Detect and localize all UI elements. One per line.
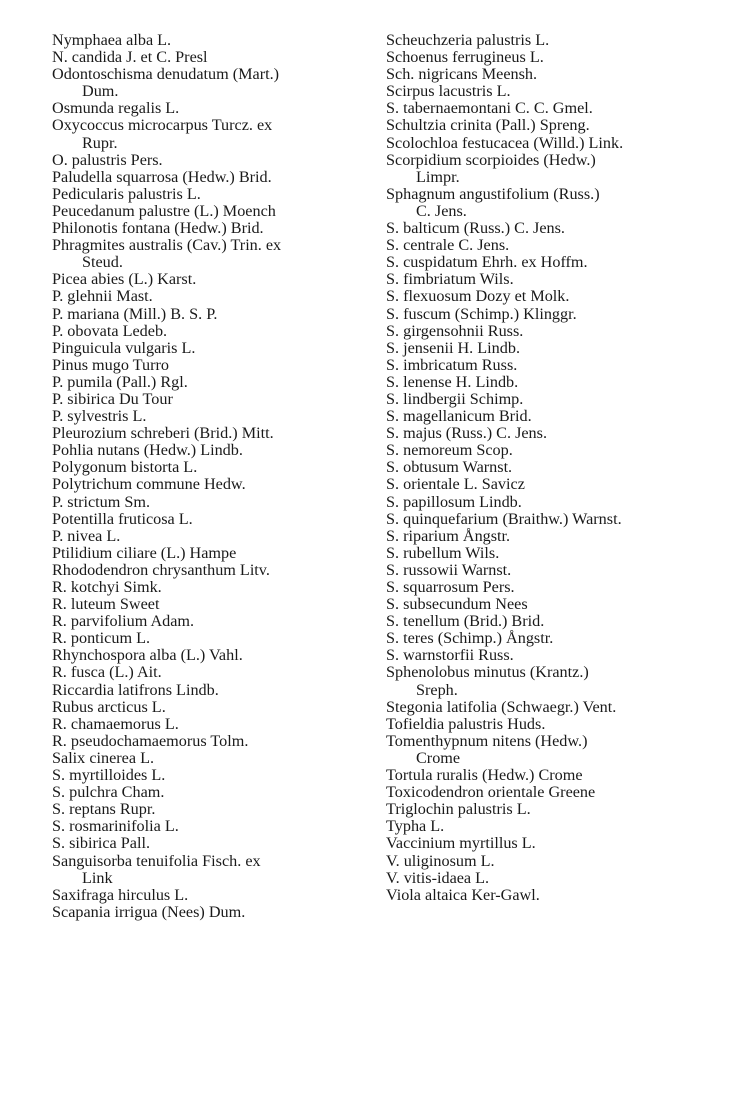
list-item [52, 664, 362, 681]
list-item [52, 904, 362, 921]
entry-text: Odontoschisma denudatum (Mart.) [52, 65, 280, 84]
list-item [52, 391, 362, 408]
list-item [52, 117, 362, 151]
entry-text: Triglochin palustris L. [386, 800, 531, 819]
list-item [386, 699, 696, 716]
list-item [386, 630, 696, 647]
entry-text: Sphagnum angustifolium (Russ.) [386, 184, 600, 203]
entry-text: Scolochloa festucacea (Willd.) Link. [386, 133, 624, 152]
list-item [52, 801, 362, 818]
list-item [386, 220, 696, 237]
entry-text: Rubus arcticus L. [52, 697, 166, 716]
entry-text: S. lenense H. Lindb. [386, 372, 519, 391]
entry-text: S. jensenii H. Lindb. [386, 338, 520, 357]
list-item [386, 100, 696, 117]
list-item [386, 66, 696, 83]
entry-text: P. obovata Ledeb. [52, 321, 168, 340]
entry-text: Schoenus ferrugineus L. [386, 48, 544, 67]
list-item [386, 835, 696, 852]
list-item [386, 664, 696, 698]
list-item [386, 237, 696, 254]
list-item [386, 306, 696, 323]
entry-text: S. tenellum (Brid.) Brid. [386, 612, 545, 631]
entry-text: Potentilla fruticosa L. [52, 509, 193, 528]
left-column [52, 32, 362, 921]
entry-text: S. magellanicum Brid. [386, 407, 532, 426]
list-item [52, 494, 362, 511]
entry-text: R. parvifolium Adam. [52, 612, 195, 631]
list-item [386, 323, 696, 340]
entry-text: S. fimbriatum Wils. [386, 270, 514, 289]
entry-text: S. warnstorfii Russ. [386, 646, 514, 665]
entry-text: Sanguisorba tenuifolia Fisch. ex [52, 851, 261, 870]
entry-text: S. nemoreum Scop. [386, 441, 513, 460]
entry-text: V. vitis-idaea L. [386, 868, 490, 887]
entry-text: S. obtusum Warnst. [386, 458, 513, 477]
list-item [52, 459, 362, 476]
entry-text: Stegonia latifolia (Schwaegr.) Vent. [386, 697, 617, 716]
entry-text: Scapania irrigua (Nees) Dum. [52, 902, 246, 921]
entry-text: S. centrale C. Jens. [386, 236, 510, 255]
list-item [52, 887, 362, 904]
list-item [386, 613, 696, 630]
list-item [386, 254, 696, 271]
list-item [386, 562, 696, 579]
list-item [386, 391, 696, 408]
list-item [52, 750, 362, 767]
list-item [386, 511, 696, 528]
entry-text: R. pseudochamaemorus Tolm. [52, 731, 249, 750]
entry-text: P. sibirica Du Tour [52, 389, 173, 408]
list-item [52, 425, 362, 442]
entry-text: P. mariana (Mill.) B. S. P. [52, 304, 218, 323]
list-item [386, 425, 696, 442]
entry-text: O. palustris Pers. [52, 150, 163, 169]
list-item [52, 288, 362, 305]
list-item [386, 340, 696, 357]
entry-text: Saxifraga hirculus L. [52, 885, 189, 904]
entry-continuation: Sreph. [416, 680, 458, 699]
entry-text: S. myrtilloides L. [52, 766, 166, 785]
list-item [52, 596, 362, 613]
list-item [52, 374, 362, 391]
entry-text: S. imbricatum Russ. [386, 355, 518, 374]
entry-text: S. tabernaemontani C. C. Gmel. [386, 99, 593, 118]
entry-text: S. reptans Rupr. [52, 800, 156, 819]
list-item [52, 562, 362, 579]
entry-text: Scorpidium scorpioides (Hedw.) [386, 150, 596, 169]
list-item [52, 630, 362, 647]
entry-text: Tortula ruralis (Hedw.) Crome [386, 766, 583, 785]
list-item [52, 818, 362, 835]
entry-text: S. flexuosum Dozy et Molk. [386, 287, 570, 306]
list-item [52, 49, 362, 66]
list-item [386, 801, 696, 818]
list-item [386, 408, 696, 425]
entry-text: S. balticum (Russ.) C. Jens. [386, 219, 565, 238]
list-item [386, 767, 696, 784]
entry-text: Picea abies (L.) Karst. [52, 270, 197, 289]
list-item [52, 169, 362, 186]
list-item [52, 340, 362, 357]
list-item [386, 117, 696, 134]
entry-text: V. uliginosum L. [386, 851, 495, 870]
entry-text: Ptilidium ciliare (L.) Hampe [52, 543, 237, 562]
list-item [52, 528, 362, 545]
list-item [386, 357, 696, 374]
entry-continuation: C. Jens. [416, 201, 467, 220]
list-item [52, 32, 362, 49]
list-item [52, 476, 362, 493]
entry-text: Osmunda regalis L. [52, 99, 180, 118]
entry-text: S. lindbergii Schimp. [386, 389, 524, 408]
entry-text: Salix cinerea L. [52, 748, 155, 767]
list-item [52, 647, 362, 664]
entry-text: R. luteum Sweet [52, 595, 160, 614]
list-item [386, 459, 696, 476]
entry-text: Pleurozium schreberi (Brid.) Mitt. [52, 424, 274, 443]
entry-text: S. sibirica Pall. [52, 834, 151, 853]
entry-text: S. girgensohnii Russ. [386, 321, 524, 340]
list-item [52, 511, 362, 528]
list-item [386, 784, 696, 801]
list-item [386, 716, 696, 733]
entry-text: Riccardia latifrons Lindb. [52, 680, 219, 699]
entry-text: P. nivea L. [52, 526, 121, 545]
list-item [386, 647, 696, 664]
entry-continuation: Link [82, 868, 113, 887]
entry-text: Typha L. [386, 817, 445, 836]
entry-text: Toxicodendron orientale Greene [386, 783, 596, 802]
entry-text: S. squarrosum Pers. [386, 578, 515, 596]
list-item [386, 476, 696, 493]
entry-text: S. subsecundum Nees [386, 595, 528, 614]
list-item [52, 545, 362, 562]
entry-text: Pinguicula vulgaris L. [52, 338, 196, 357]
list-item [386, 596, 696, 613]
entry-text: Schultzia crinita (Pall.) Spreng. [386, 116, 590, 135]
list-item [52, 579, 362, 596]
list-item [386, 288, 696, 305]
entry-text: S. pulchra Cham. [52, 783, 165, 802]
entry-text: R. fusca (L.) Ait. [52, 663, 162, 682]
list-item [386, 83, 696, 100]
entry-text: R. ponticum L. [52, 629, 151, 648]
list-item [386, 579, 696, 596]
entry-text: Pohlia nutans (Hedw.) Lindb. [52, 441, 243, 460]
entry-continuation: Crome [416, 748, 461, 767]
list-item [386, 853, 696, 870]
entry-text: S. rubellum Wils. [386, 543, 500, 562]
list-item [52, 152, 362, 169]
list-item [52, 442, 362, 459]
list-item [386, 733, 696, 767]
list-item [52, 682, 362, 699]
entry-text: Pedicularis palustris L. [52, 184, 201, 203]
list-item [52, 237, 362, 271]
entry-text: R. chamaemorus L. [52, 714, 179, 733]
entry-continuation: Steud. [82, 253, 123, 272]
entry-text: Sphenolobus minutus (Krantz.) [386, 663, 589, 682]
entry-text: P. glehnii Mast. [52, 287, 153, 306]
entry-text: Scheuchzeria palustris L. [386, 31, 550, 49]
list-item [386, 49, 696, 66]
list-item [386, 135, 696, 152]
list-item [386, 271, 696, 288]
list-item [52, 66, 362, 100]
list-item [52, 220, 362, 237]
entry-text: Scirpus lacustris L. [386, 82, 511, 101]
list-item [52, 306, 362, 323]
entry-text: S. teres (Schimp.) Ångstr. [386, 629, 554, 648]
list-item [386, 494, 696, 511]
list-item [386, 545, 696, 562]
entry-text: Rhynchospora alba (L.) Vahl. [52, 646, 243, 665]
entry-text: Oxycoccus microcarpus Turcz. ex [52, 116, 273, 135]
list-item [52, 357, 362, 374]
entry-text: S. rosmarinifolia L. [52, 817, 179, 836]
list-item [386, 186, 696, 220]
list-item [386, 374, 696, 391]
list-item [386, 887, 696, 904]
list-item [52, 835, 362, 852]
entry-text: S. papillosum Lindb. [386, 492, 522, 511]
entry-text: S. quinquefarium (Braithw.) Warnst. [386, 509, 622, 528]
list-item [52, 203, 362, 220]
list-item [386, 32, 696, 49]
list-item [386, 818, 696, 835]
list-item [386, 442, 696, 459]
entry-continuation: Dum. [82, 82, 119, 101]
list-item [52, 271, 362, 288]
entry-text: Vaccinium myrtillus L. [386, 834, 536, 853]
list-item [386, 870, 696, 887]
list-item [52, 733, 362, 750]
list-item [52, 186, 362, 203]
entry-text: Sch. nigricans Meensh. [386, 65, 538, 84]
entry-continuation: Limpr. [416, 167, 460, 186]
entry-text: Paludella squarrosa (Hedw.) Brid. [52, 167, 272, 186]
entry-text: P. sylvestris L. [52, 407, 147, 426]
entry-continuation: Rupr. [82, 133, 118, 152]
entry-text: Viola altaica Ker-Gawl. [386, 885, 540, 904]
list-item [52, 853, 362, 887]
entry-text: Polytrichum commune Hedw. [52, 475, 246, 494]
list-item [52, 408, 362, 425]
list-item [386, 152, 696, 186]
entry-text: Nymphaea alba L. [52, 31, 172, 49]
entry-text: P. pumila (Pall.) Rgl. [52, 372, 188, 391]
list-item [52, 784, 362, 801]
list-item [52, 716, 362, 733]
entry-text: N. candida J. et C. Presl [52, 48, 208, 67]
list-item [52, 100, 362, 117]
right-column [386, 32, 696, 904]
entry-text: Rhododendron chrysanthum Litv. [52, 560, 270, 579]
entry-text: S. fuscum (Schimp.) Klinggr. [386, 304, 577, 323]
entry-text: Phragmites australis (Cav.) Trin. ex [52, 236, 282, 255]
entry-text: S. orientale L. Savicz [386, 475, 525, 494]
entry-text: S. riparium Ångstr. [386, 526, 511, 545]
list-item [52, 323, 362, 340]
list-item [52, 699, 362, 716]
entry-text: Pinus mugo Turro [52, 355, 169, 374]
list-item [52, 613, 362, 630]
entry-text: Tofieldia palustris Huds. [386, 714, 546, 733]
entry-text: S. cuspidatum Ehrh. ex Hoffm. [386, 253, 588, 272]
entry-text: S. majus (Russ.) C. Jens. [386, 424, 547, 443]
list-item [386, 528, 696, 545]
entry-text: Tomenthypnum nitens (Hedw.) [386, 731, 588, 750]
entry-text: S. russowii Warnst. [386, 560, 512, 579]
entry-text: Philonotis fontana (Hedw.) Brid. [52, 219, 264, 238]
entry-text: P. strictum Sm. [52, 492, 151, 511]
entry-text: Peucedanum palustre (L.) Moench [52, 201, 276, 220]
entry-text: Polygonum bistorta L. [52, 458, 198, 477]
entry-text: R. kotchyi Simk. [52, 578, 162, 596]
list-item [52, 767, 362, 784]
